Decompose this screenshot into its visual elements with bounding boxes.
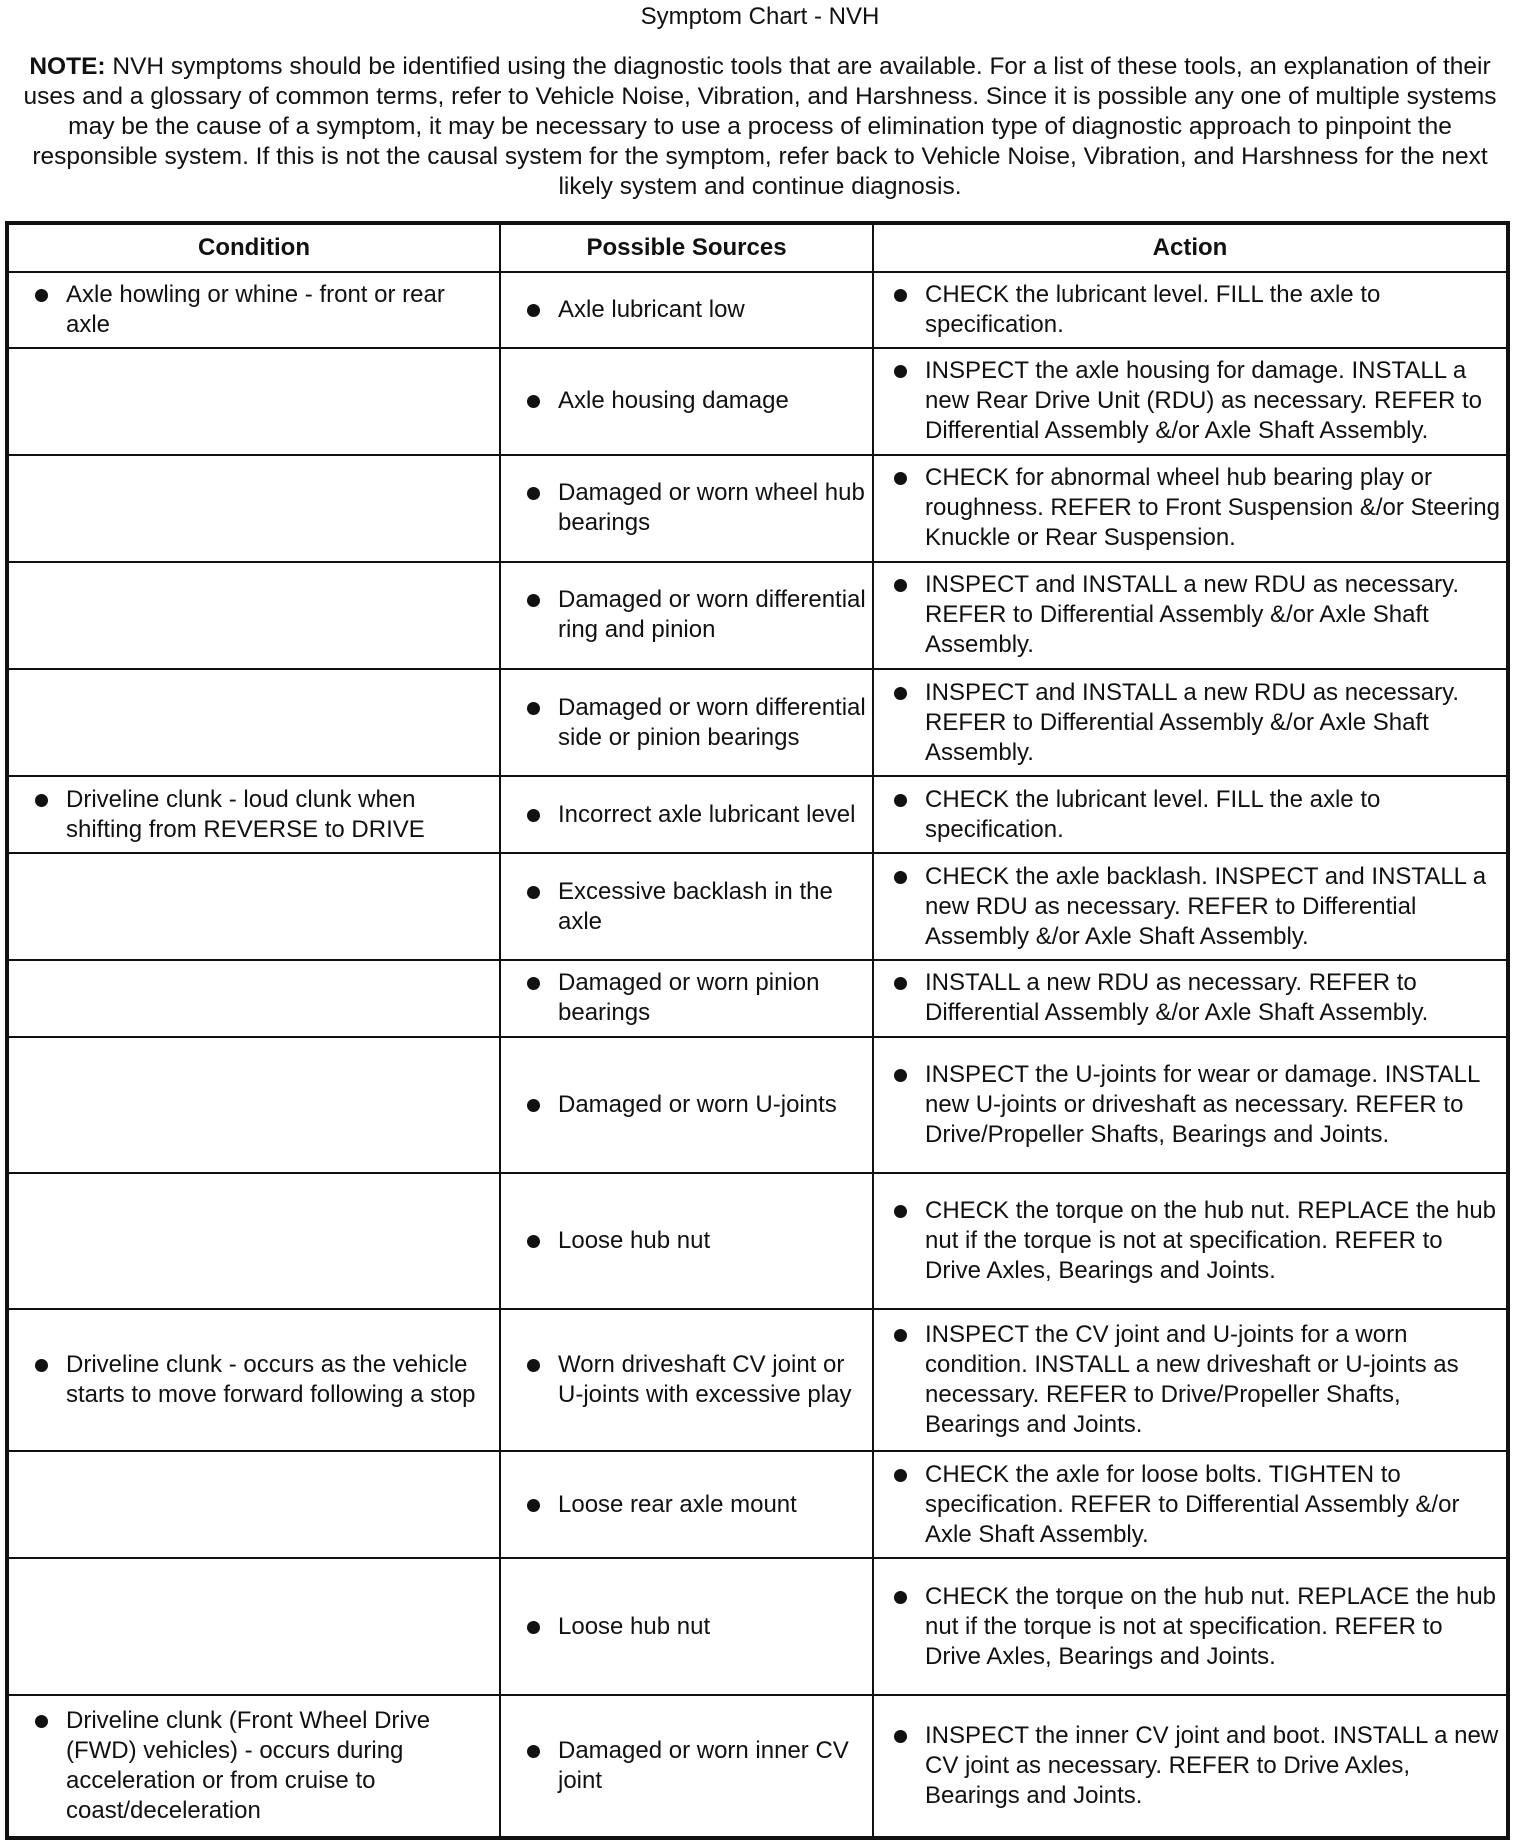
action-cell-text: INSPECT and INSTALL a new RDU as necessary. REFER to Differential Assembly &/or Axle Shaft Assembly. — [925, 571, 1459, 659]
bullet-item — [874, 570, 1506, 660]
condition-cell-text: Driveline clunk (Front Wheel Drive (FWD) vehicles) - occurs during acceleration or from cruise to coast/deceleration — [66, 1706, 431, 1824]
bullet-icon — [894, 1469, 907, 1482]
action-cell — [873, 348, 1508, 455]
action-cell-text: CHECK the axle for loose bolts. TIGHTEN to specification. REFER to Differential Assembly &/or Axle Shaft Assembly. — [925, 1460, 1460, 1548]
bullet-item — [501, 1490, 872, 1520]
bullet-item — [501, 1612, 872, 1642]
bullet-icon — [894, 365, 907, 378]
bullet-item — [9, 785, 499, 845]
bullet-item — [501, 693, 872, 753]
action-cell — [873, 776, 1508, 853]
table-row — [7, 348, 1508, 455]
action-cell — [873, 1037, 1508, 1173]
bullet-item — [501, 478, 872, 538]
bullet-icon — [527, 1621, 540, 1634]
condition-cell-text: Driveline clunk - loud clunk when shifting from REVERSE to DRIVE — [66, 785, 425, 843]
table-body — [7, 272, 1508, 1838]
possible-source-cell — [500, 669, 873, 776]
condition-cell — [7, 1173, 500, 1309]
action-cell-text: INSPECT and INSTALL a new RDU as necessary. REFER to Differential Assembly &/or Axle Shaft Assembly. — [925, 678, 1459, 766]
bullet-item — [874, 463, 1506, 553]
bullet-item — [874, 1460, 1506, 1550]
possible-source-cell-text: Damaged or worn differential side or pinion bearings — [558, 693, 866, 751]
header-action: Action — [873, 223, 1508, 272]
bullet-icon — [527, 1099, 540, 1112]
condition-cell — [7, 1695, 500, 1838]
bullet-item — [501, 1226, 872, 1256]
possible-source-cell-text: Loose hub nut — [558, 1227, 711, 1255]
bullet-icon — [527, 395, 540, 408]
header-possible-sources: Possible Sources — [500, 223, 873, 272]
bullet-item — [9, 1350, 499, 1410]
condition-cell — [7, 1558, 500, 1694]
bullet-item — [874, 356, 1506, 446]
action-cell — [873, 1451, 1508, 1558]
bullet-icon — [894, 1730, 907, 1743]
bullet-icon — [894, 472, 907, 485]
header-condition: Condition — [7, 223, 500, 272]
bullet-item — [874, 785, 1506, 845]
action-cell — [873, 272, 1508, 348]
bullet-icon — [894, 977, 907, 990]
table-row — [7, 776, 1508, 853]
bullet-item — [501, 877, 872, 937]
table-row — [7, 1173, 1508, 1309]
bullet-icon — [894, 794, 907, 807]
condition-cell — [7, 776, 500, 853]
bullet-icon — [527, 809, 540, 822]
bullet-item — [501, 295, 872, 325]
bullet-item — [501, 968, 872, 1028]
possible-source-cell-text: Damaged or worn pinion bearings — [558, 969, 820, 1027]
possible-source-cell — [500, 562, 873, 669]
bullet-item — [9, 280, 499, 340]
action-cell-text: CHECK the lubricant level. FILL the axle to specification. — [925, 785, 1381, 843]
action-cell — [873, 1309, 1508, 1451]
bullet-item — [874, 1582, 1506, 1672]
condition-cell — [7, 348, 500, 455]
possible-source-cell — [500, 1451, 873, 1558]
bullet-icon — [527, 702, 540, 715]
condition-cell-text: Driveline clunk - occurs as the vehicle starts to move forward following a stop — [66, 1351, 476, 1409]
table-row — [7, 562, 1508, 669]
action-cell-text: INSPECT the axle housing for damage. INSTALL a new Rear Drive Unit (RDU) as necessary. REFER to Differential Assembly &/or Axle Shaft Assembly. — [925, 357, 1483, 445]
bullet-icon — [894, 687, 907, 700]
action-cell — [873, 1558, 1508, 1694]
bullet-icon — [894, 289, 907, 302]
possible-source-cell — [500, 960, 873, 1037]
condition-cell — [7, 1037, 500, 1173]
possible-source-cell — [500, 272, 873, 348]
condition-cell — [7, 853, 500, 960]
condition-cell — [7, 455, 500, 562]
possible-source-cell-text: Damaged or worn inner CV joint — [558, 1736, 849, 1794]
possible-source-cell — [500, 1037, 873, 1173]
action-cell-text: CHECK the axle backlash. INSPECT and INSTALL a new RDU as necessary. REFER to Differential Assembly &/or Axle Shaft Assembly. — [925, 862, 1487, 950]
bullet-icon — [527, 977, 540, 990]
possible-source-cell — [500, 455, 873, 562]
table-row — [7, 272, 1508, 348]
possible-source-cell-text: Loose rear axle mount — [558, 1490, 797, 1518]
condition-cell — [7, 960, 500, 1037]
possible-source-cell-text: Axle housing damage — [558, 387, 789, 415]
table-row — [7, 1037, 1508, 1173]
symptom-chart-table — [5, 221, 1510, 1840]
bullet-item — [501, 1736, 872, 1796]
action-cell-text: INSPECT the inner CV joint and boot. INSTALL a new CV joint as necessary. REFER to Drive Axles, Bearings and Joints. — [925, 1721, 1499, 1809]
table-row — [7, 455, 1508, 562]
possible-source-cell-text: Worn driveshaft CV joint or U-joints with excessive play — [558, 1351, 852, 1409]
possible-source-cell-text: Damaged or worn wheel hub bearings — [558, 479, 865, 537]
bullet-icon — [894, 1205, 907, 1218]
bullet-item — [501, 386, 872, 416]
bullet-icon — [894, 1329, 907, 1342]
bullet-item — [874, 280, 1506, 340]
action-cell-text: CHECK the torque on the hub nut. REPLACE the hub nut if the torque is not at specification. REFER to Drive Axles, Bearings and Joints. — [925, 1197, 1497, 1285]
action-cell-text: CHECK the lubricant level. FILL the axle to specification. — [925, 280, 1381, 338]
bullet-icon — [527, 487, 540, 500]
bullet-item — [874, 1196, 1506, 1286]
bullet-item — [874, 678, 1506, 768]
condition-cell — [7, 272, 500, 348]
condition-cell — [7, 1309, 500, 1451]
table-row — [7, 1309, 1508, 1451]
bullet-icon — [527, 594, 540, 607]
action-cell-text: INSTALL a new RDU as necessary. REFER to Differential Assembly &/or Axle Shaft Assembly. — [925, 969, 1429, 1027]
bullet-item — [501, 800, 872, 830]
bullet-icon — [894, 1591, 907, 1604]
bullet-item — [874, 1060, 1506, 1150]
possible-source-cell — [500, 776, 873, 853]
note-paragraph — [8, 52, 1512, 202]
bullet-item — [874, 1320, 1506, 1440]
condition-cell-text: Axle howling or whine - front or rear axle — [66, 280, 445, 338]
action-cell — [873, 669, 1508, 776]
possible-source-cell-text: Damaged or worn differential ring and pinion — [558, 586, 866, 644]
page-title: Symptom Chart - NVH — [640, 3, 880, 30]
possible-source-cell-text: Damaged or worn U-joints — [558, 1091, 837, 1119]
bullet-icon — [894, 579, 907, 592]
possible-source-cell — [500, 1309, 873, 1451]
table-header-row — [7, 223, 1508, 272]
bullet-item — [501, 1090, 872, 1120]
action-cell — [873, 960, 1508, 1037]
action-cell — [873, 1695, 1508, 1838]
bullet-item — [9, 1706, 499, 1826]
bullet-item — [874, 968, 1506, 1028]
bullet-icon — [527, 1235, 540, 1248]
possible-source-cell-text: Excessive backlash in the axle — [558, 877, 833, 935]
table-row — [7, 853, 1508, 960]
possible-source-cell-text: Loose hub nut — [558, 1612, 711, 1640]
action-cell-text: CHECK for abnormal wheel hub bearing play or roughness. REFER to Front Suspension &/or Steering Knuckle or Rear Suspension. — [925, 464, 1500, 552]
possible-source-cell — [500, 1173, 873, 1309]
table-row — [7, 1451, 1508, 1558]
condition-cell — [7, 669, 500, 776]
action-cell — [873, 455, 1508, 562]
action-cell-text: INSPECT the CV joint and U-joints for a worn condition. INSTALL a new driveshaft or U-joints as necessary. REFER to Drive/Propeller Shafts, Bearings and Joints. — [925, 1321, 1459, 1439]
note-label: NOTE: — [29, 53, 106, 80]
bullet-item — [501, 1350, 872, 1410]
bullet-item — [874, 1721, 1506, 1811]
possible-source-cell — [500, 1558, 873, 1694]
action-cell-text: CHECK the torque on the hub nut. REPLACE the hub nut if the torque is not at specification. REFER to Drive Axles, Bearings and Joints. — [925, 1582, 1497, 1670]
table-row — [7, 1695, 1508, 1838]
condition-cell — [7, 1451, 500, 1558]
possible-source-cell — [500, 348, 873, 455]
bullet-icon — [35, 289, 48, 302]
possible-source-cell — [500, 853, 873, 960]
action-cell — [873, 1173, 1508, 1309]
bullet-icon — [527, 1745, 540, 1758]
bullet-icon — [527, 1359, 540, 1372]
bullet-icon — [35, 794, 48, 807]
possible-source-cell-text: Incorrect axle lubricant level — [558, 800, 856, 828]
table-row — [7, 669, 1508, 776]
bullet-item — [874, 862, 1506, 952]
bullet-icon — [35, 1359, 48, 1372]
note-text: NVH symptoms should be identified using the diagnostic tools that are available. For a list of these tools, an explanation of their uses and a glossary of common terms, refer to Vehicle Noise, Vibration, and Harshness. Since it is possible any one of multiple systems may be the cause of a symptom, it may be necessary to use a process of elimination type of diagnostic approach to pinpoint the responsible system. If this is not the causal system for the symptom, refer back to Vehicle Noise, Vibration, and Harshness for the next likely system and continue diagnosis. — [23, 53, 1497, 200]
action-cell — [873, 853, 1508, 960]
table-row — [7, 1558, 1508, 1694]
bullet-icon — [35, 1715, 48, 1728]
action-cell — [873, 562, 1508, 669]
bullet-icon — [527, 886, 540, 899]
bullet-icon — [894, 1069, 907, 1082]
bullet-icon — [527, 1499, 540, 1512]
table-row — [7, 960, 1508, 1037]
bullet-icon — [894, 871, 907, 884]
possible-source-cell-text: Axle lubricant low — [558, 295, 745, 323]
action-cell-text: INSPECT the U-joints for wear or damage. INSTALL new U-joints or driveshaft as necessary. REFER to Drive/Propeller Shafts, Bearings and Joints. — [925, 1061, 1480, 1149]
possible-source-cell — [500, 1695, 873, 1838]
bullet-icon — [527, 304, 540, 317]
condition-cell — [7, 562, 500, 669]
bullet-item — [501, 585, 872, 645]
